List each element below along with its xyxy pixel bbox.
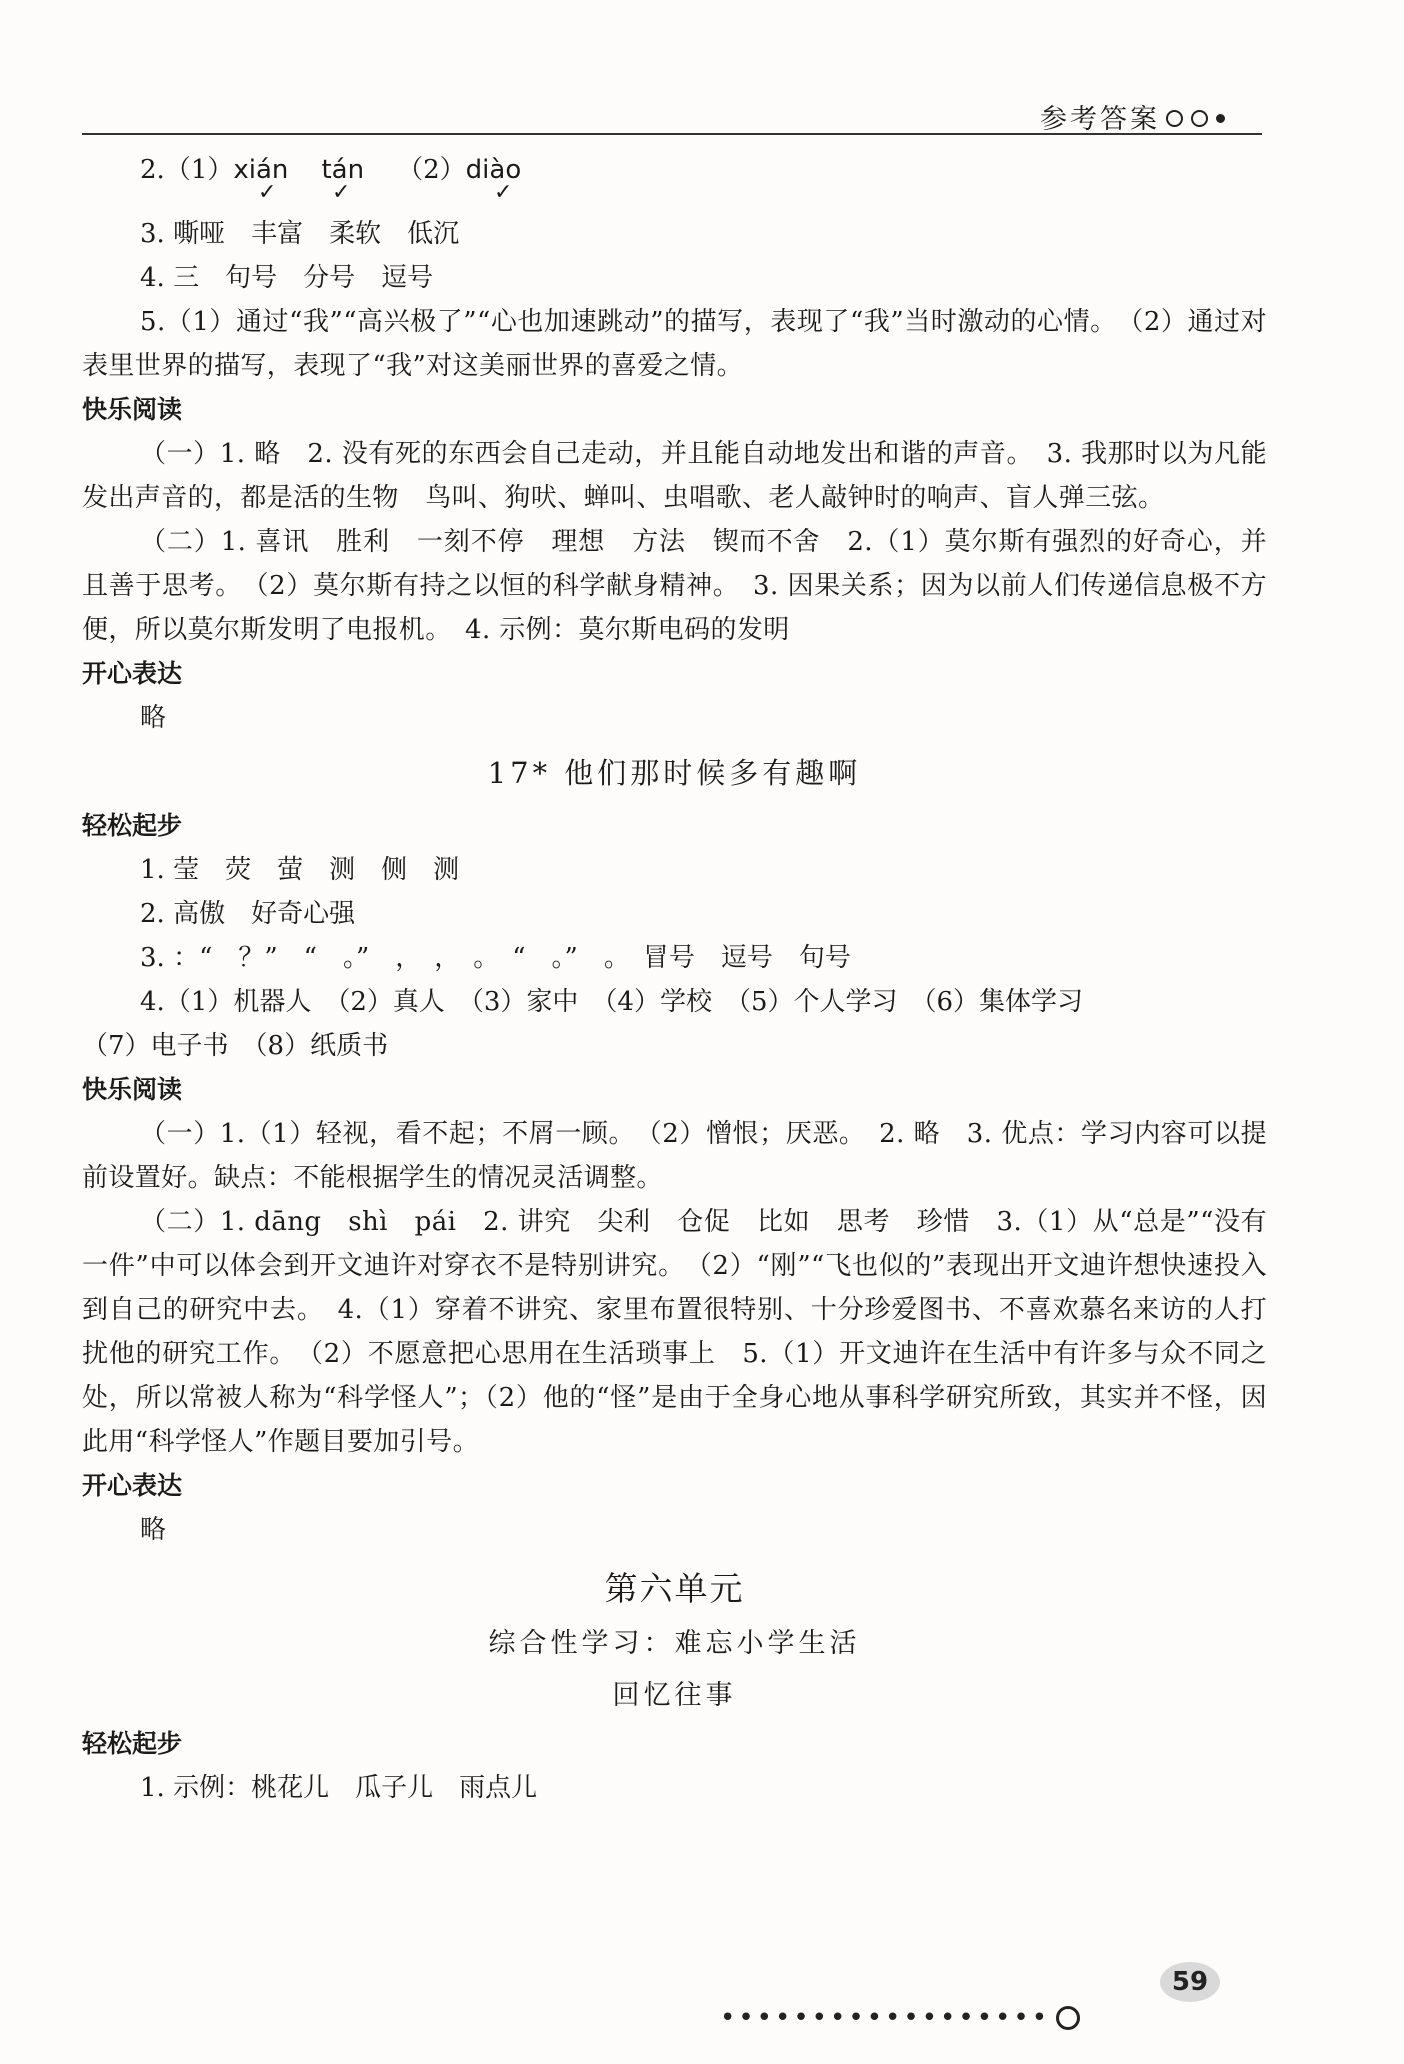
section-easy-start: 轻松起步 bbox=[82, 1729, 183, 1758]
pinyin-diao: diào bbox=[465, 155, 522, 185]
check-marks bbox=[82, 180, 1267, 212]
unit-6-subtitle: 综合性学习：难忘小学生活 bbox=[488, 1628, 861, 1659]
page-header-title: 参考答案 bbox=[1040, 104, 1160, 135]
section-happy-reading: 快乐阅读 bbox=[82, 1075, 183, 1104]
reading-part-2: （二）1. 喜讯 胜利 一刻不停 理想 方法 锲而不舍 2.（1）莫尔斯有强烈的好奇心，并且善于思考。 （2）莫尔斯有持之以恒的科学献身精神。 3. 因果关系；因为以前人们传递信息极不方便，所以莫尔斯发明了电报机。 4. 示例：莫尔斯电码的发明 bbox=[82, 527, 1267, 645]
lesson17-answer-4-continued: （7）电子书 （8）纸质书 bbox=[82, 1031, 389, 1061]
pinyin-tan: tán bbox=[321, 155, 365, 185]
footer-dots-icon: •••••••••••••••••• bbox=[720, 2003, 1080, 2033]
section-happy-expression: 开心表达 bbox=[82, 1471, 183, 1500]
check-mark-icon: ✓ bbox=[494, 180, 513, 205]
answer-5: 5.（1）通过“我”“高兴极了”“心也加速跳动”的描写，表现了“我”当时激动的心情。 （2）通过对表里世界的描写，表现了“我”对这美丽世界的喜爱之情。 bbox=[82, 307, 1267, 381]
answer-2-part1: （1） bbox=[164, 155, 234, 185]
header-rule bbox=[82, 133, 1262, 135]
check-mark-icon: ✓ bbox=[258, 180, 277, 205]
lesson-17-title: 17* 他们那时候多有趣啊 bbox=[487, 756, 862, 790]
page-number: 59 bbox=[1160, 1962, 1220, 2002]
unit6-answer-1: 1. 示例：桃花儿 瓜子儿 雨点儿 bbox=[140, 1773, 538, 1803]
section-easy-start: 轻松起步 bbox=[82, 811, 183, 840]
answer-3: 3. 嘶哑 丰富 柔软 低沉 bbox=[140, 219, 460, 249]
answer-4: 4. 三 句号 分号 逗号 bbox=[140, 263, 434, 293]
lesson17-answer-1: 1. 莹 荧 萤 测 侧 测 bbox=[140, 855, 460, 885]
section-happy-reading: 快乐阅读 bbox=[82, 395, 183, 424]
lesson17-reading-part-2: （二）1. dāng shì pái 2. 讲究 尖利 仓促 比如 思考 珍惜 3.（1）从“总是”“没有一件”中可以体会到开文迪许对穿衣不是特别讲究。 （2）“刚”“飞也似的”表现出开文迪许想快速投入到自己的研究中去。 4.（1）穿着不讲究、家里布置很特别、十分珍爱图书、不喜欢慕名来访的人打扰他的研究工作。 （2）不愿意把心思用在生活琐事上 5.（1）开文迪许在生活中有许多与众不同之处，所以常被人称为“科学怪人”；（2）他的“怪”是由于全身心地从事科学研究所致，其实并不怪，因此用“科学怪人”作题目要加引号。 bbox=[82, 1207, 1267, 1457]
expression-answer: 略 bbox=[140, 703, 167, 733]
unit-6-title: 第六单元 bbox=[604, 1569, 745, 1608]
answer-content bbox=[82, 148, 1267, 1810]
reading-part-1: （一）1. 略 2. 没有死的东西会自己走动，并且能自动地发出和谐的声音。 3. 我那时以为凡能发出声音的，都是活的生物 鸟叫、狗吠、蝉叫、虫唱歌、老人敲钟时的响声、盲人弹三弦。 bbox=[82, 439, 1267, 513]
pinyin-xian: xián bbox=[233, 155, 289, 185]
header-dots-icon bbox=[1166, 108, 1233, 127]
lesson17-answer-2: 2. 高傲 好奇心强 bbox=[140, 899, 356, 929]
answer-2-part2: （2） bbox=[397, 155, 466, 185]
lesson17-answer-3: 3. ：“ ？” “ 。” ， ， 。 “ 。” 。 冒号 逗号 句号 bbox=[140, 943, 851, 973]
lesson17-expression-answer: 略 bbox=[140, 1515, 167, 1545]
section-happy-expression: 开心表达 bbox=[82, 659, 183, 688]
unit-6-section-title: 回忆往事 bbox=[612, 1680, 737, 1711]
lesson17-reading-part-1: （一）1.（1）轻视，看不起；不屑一顾。 （2）憎恨；厌恶。 2. 略 3. 优点：学习内容可以提前设置好。缺点：不能根据学生的情况灵活调整。 bbox=[82, 1119, 1267, 1193]
answer-2-number: 2. bbox=[140, 155, 165, 185]
check-mark-icon: ✓ bbox=[332, 180, 351, 205]
lesson17-answer-4: 4.（1）机器人 （2）真人 （3）家中 （4）学校 （5）个人学习 （6）集体学习 bbox=[140, 987, 1084, 1017]
